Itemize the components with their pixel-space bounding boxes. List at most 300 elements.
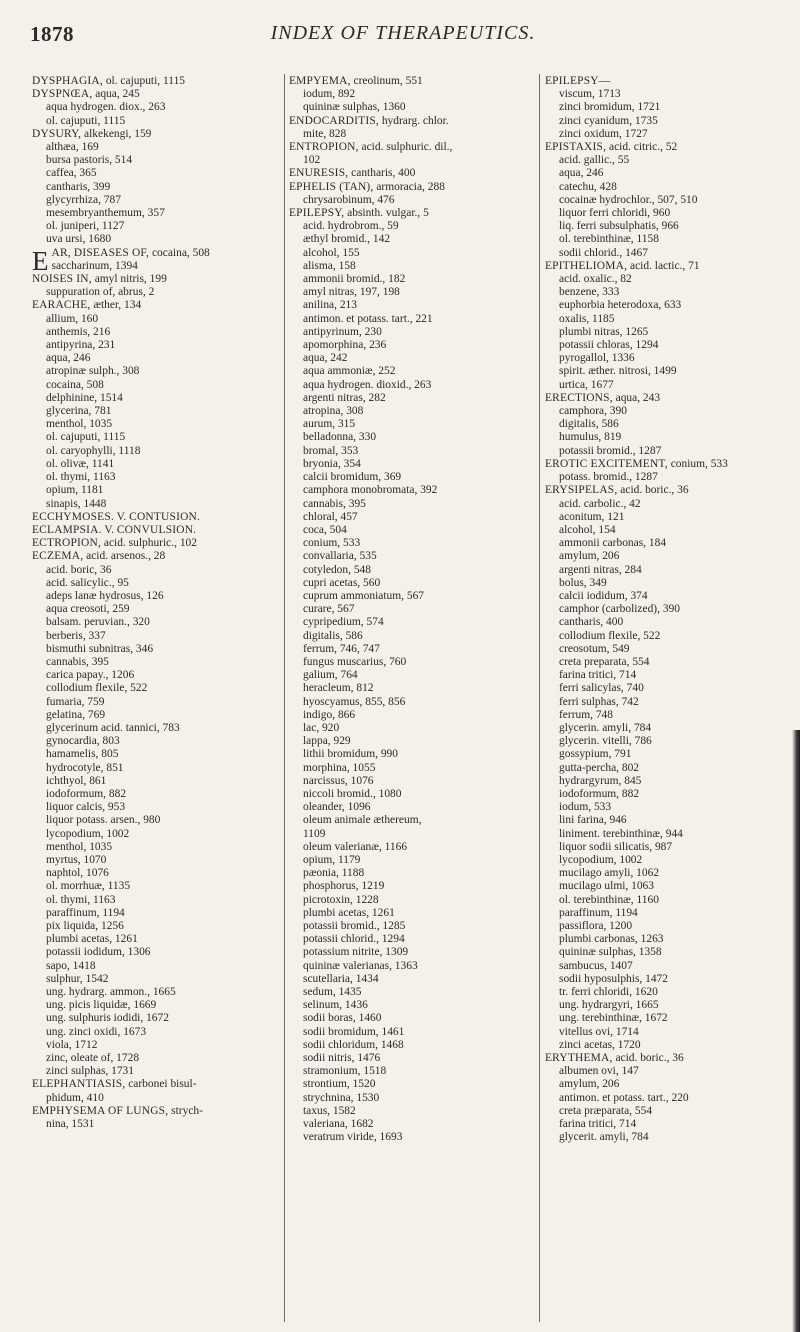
index-reference: pæonia, 1188 [303, 867, 365, 880]
index-heading-entry [32, 128, 280, 141]
index-sub-entry [32, 801, 280, 814]
index-sub-entry [32, 999, 280, 1012]
index-reference: delphinine, 1514 [46, 391, 123, 404]
index-sub-entry [289, 880, 535, 893]
index-reference: collodium flexile, 522 [559, 629, 661, 642]
index-reference: ol. juniperi, 1127 [46, 220, 125, 233]
index-sub-entry [289, 1026, 535, 1039]
index-sub-entry [545, 471, 783, 484]
index-sub-entry [545, 788, 783, 801]
index-sub-entry [32, 788, 280, 801]
index-sub-entry [32, 973, 280, 986]
index-keyword: ELEPHANTIASIS, [32, 1078, 126, 1091]
index-keyword: ENURESIS, [289, 167, 349, 180]
index-reference: amyl nitras, 197, 198 [303, 286, 400, 299]
index-reference: anthemis, 216 [46, 325, 111, 338]
index-reference: fumaria, 759 [46, 695, 105, 708]
index-sub-entry [289, 392, 535, 405]
index-sub-entry [32, 352, 280, 365]
index-sub-entry [545, 101, 783, 114]
index-reference: allium, 160 [46, 312, 99, 325]
index-reference: sambucus, 1407 [559, 959, 633, 972]
index-heading-entry [545, 458, 783, 471]
index-sub-entry [32, 762, 280, 775]
index-sub-entry [32, 814, 280, 827]
index-keyword: EROTIC EXCITEMENT, [545, 457, 668, 470]
index-sub-entry [289, 669, 535, 682]
index-sub-entry [545, 405, 783, 418]
index-reference: quininæ sulphas, 1358 [559, 946, 662, 959]
index-column-1 [32, 75, 280, 1315]
index-sub-entry [545, 828, 783, 841]
index-sub-entry [545, 524, 783, 537]
index-sub-entry [32, 233, 280, 246]
index-reference: veratrum viride, 1693 [303, 1131, 403, 1144]
index-reference: ung. picis liquidæ, 1669 [46, 999, 157, 1012]
index-reference: lac, 920 [303, 721, 340, 734]
index-reference: adeps lanæ hydrosus, 126 [46, 589, 164, 602]
index-reference: ung. sulphuris iodidi, 1672 [46, 1012, 169, 1025]
index-reference: liq. ferri subsulphatis, 966 [559, 220, 679, 233]
index-sub-entry [545, 1026, 783, 1039]
index-sub-entry [32, 696, 280, 709]
index-heading-entry [289, 115, 535, 128]
index-reference: farina tritici, 714 [559, 1118, 637, 1131]
index-reference: acid. citric., 52 [606, 141, 678, 154]
index-heading-entry [32, 524, 280, 537]
index-reference: stramonium, 1518 [303, 1065, 387, 1078]
index-sub-entry [289, 405, 535, 418]
index-reference: althæa, 169 [46, 141, 99, 154]
index-sub-entry [289, 154, 535, 167]
index-reference: plumbi acetas, 1261 [303, 906, 395, 919]
index-heading-entry [545, 141, 783, 154]
index-keyword: DYSURY, [32, 127, 82, 140]
index-sub-entry [289, 590, 535, 603]
index-reference: paraffinum, 1194 [46, 906, 125, 919]
index-reference: ol. cajuputi, 1115 [46, 114, 126, 127]
index-reference: plumbi acetas, 1261 [46, 933, 138, 946]
index-reference: cocainæ hydrochlor., 507, 510 [559, 193, 698, 206]
index-sub-entry [289, 352, 535, 365]
index-sub-entry [32, 1065, 280, 1078]
index-reference: cuprum ammoniatum, 567 [303, 589, 425, 602]
index-sub-entry [289, 194, 535, 207]
index-reference: zinci bromidum, 1721 [559, 101, 661, 114]
index-reference: opium, 1179 [303, 853, 361, 866]
index-sub-entry [545, 511, 783, 524]
index-reference: hydrocotyle, 851 [46, 761, 124, 774]
index-sub-entry [289, 814, 535, 827]
index-sub-entry [545, 590, 783, 603]
index-reference: phosphorus, 1219 [303, 880, 385, 893]
index-sub-entry [32, 1026, 280, 1039]
index-sub-entry [32, 603, 280, 616]
index-reference: hyoscyamus, 855, 856 [303, 695, 406, 708]
index-sub-entry [545, 1131, 783, 1144]
index-sub-entry [289, 564, 535, 577]
index-reference: 102 [303, 154, 321, 167]
index-sub-entry [32, 339, 280, 352]
index-reference: spirit. æther. nitrosi, 1499 [559, 365, 677, 378]
index-sub-entry [32, 286, 280, 299]
index-reference: liquor potass. arsen., 980 [46, 814, 161, 827]
index-keyword: ERECTIONS, [545, 391, 613, 404]
index-reference: scutellaria, 1434 [303, 972, 379, 985]
index-reference: sulphur, 1542 [46, 972, 109, 985]
index-sub-entry [545, 313, 783, 326]
index-reference: sodii chloridum, 1468 [303, 1038, 404, 1051]
index-reference: zinci oxidum, 1727 [559, 127, 648, 140]
index-reference: taxus, 1582 [303, 1104, 356, 1117]
index-reference: potassii bromid., 1285 [303, 920, 406, 932]
cross-reference: CONTUSION. [129, 510, 201, 523]
index-sub-entry [32, 933, 280, 946]
index-sub-entry [32, 458, 280, 471]
index-sub-entry [289, 1065, 535, 1078]
index-keyword: ECLAMPSIA. [32, 523, 102, 536]
index-reference: creosotum, 549 [559, 642, 630, 655]
index-reference: antipyrinum, 230 [303, 325, 382, 338]
index-reference: cotyledon, 548 [303, 563, 371, 576]
index-heading-entry [545, 75, 783, 88]
index-sub-entry [32, 260, 280, 273]
index-reference: amyl nitris, 199 [91, 273, 167, 286]
index-sub-entry [32, 946, 280, 959]
index-reference: vitellus ovi, 1714 [559, 1025, 639, 1038]
index-reference: ol. thymi, 1163 [46, 471, 116, 484]
index-sub-entry [32, 115, 280, 128]
index-keyword: EPILEPSY— [545, 75, 611, 87]
index-sub-entry [545, 867, 783, 880]
index-reference: quininæ valerianas, 1363 [303, 959, 418, 972]
index-reference: gynocardia, 803 [46, 735, 120, 748]
index-reference: sedum, 1435 [303, 986, 362, 999]
index-reference: V. [101, 523, 117, 536]
index-sub-entry [545, 326, 783, 339]
index-heading-entry [32, 75, 280, 88]
index-sub-entry [545, 814, 783, 827]
index-keyword: ENTROPION, [289, 141, 359, 154]
page-edge-shadow [792, 730, 800, 1332]
index-reference: bryonia, 354 [303, 457, 361, 470]
index-reference: chloral, 457 [303, 510, 358, 523]
index-heading-entry [545, 484, 783, 497]
index-reference: saccharinum, 1394 [51, 259, 138, 272]
index-sub-entry [545, 1065, 783, 1078]
index-sub-entry [289, 656, 535, 669]
index-reference: oxalis, 1185 [559, 312, 615, 325]
index-reference: alisma, 158 [303, 259, 356, 272]
index-sub-entry [545, 115, 783, 128]
index-reference: strychnina, 1530 [303, 1091, 380, 1104]
index-reference: ol. olivæ, 1141 [46, 457, 115, 470]
index-sub-entry [289, 1052, 535, 1065]
index-keyword: EPILEPSY, [289, 207, 345, 220]
index-reference: cocaina, 508 [46, 378, 104, 391]
index-reference: niccoli bromid., 1080 [303, 787, 402, 800]
index-reference: calcii bromidum, 369 [303, 471, 402, 484]
index-reference: zinci acetas, 1720 [559, 1038, 641, 1051]
index-sub-entry [289, 537, 535, 550]
index-sub-entry [32, 828, 280, 841]
index-reference: chrysarobinum, 476 [303, 193, 395, 206]
index-sub-entry [289, 630, 535, 643]
index-reference: acid. boric., 36 [617, 484, 689, 497]
index-sub-entry [545, 669, 783, 682]
index-reference: euphorbia heterodoxa, 633 [559, 299, 682, 312]
index-reference: caffea, 365 [46, 167, 97, 180]
index-keyword: ENDOCARDITIS, [289, 114, 379, 127]
index-sub-entry [545, 682, 783, 695]
index-sub-entry [545, 775, 783, 788]
index-reference: anilina, 213 [303, 299, 357, 312]
index-reference: lithii bromidum, 990 [303, 748, 398, 761]
index-sub-entry [545, 801, 783, 814]
index-reference: acid. boric, 36 [46, 563, 112, 576]
index-sub-entry [545, 656, 783, 669]
index-reference: apomorphina, 236 [303, 339, 387, 352]
index-sub-entry [289, 762, 535, 775]
index-sub-entry [289, 471, 535, 484]
index-sub-entry [545, 894, 783, 907]
index-sub-entry [545, 841, 783, 854]
index-reference: sodii hyposulphis, 1472 [559, 972, 668, 985]
index-sub-entry [32, 365, 280, 378]
index-reference: glycerit. amyli, 784 [559, 1131, 649, 1144]
index-reference: myrtus, 1070 [46, 853, 107, 866]
index-reference: glycyrrhiza, 787 [46, 193, 121, 206]
index-reference: opium, 1181 [46, 484, 104, 497]
index-sub-entry [545, 365, 783, 378]
index-sub-entry [545, 564, 783, 577]
index-reference: acid. lactic., 71 [627, 259, 700, 272]
index-heading-entry [32, 1078, 280, 1091]
index-reference: amylum, 206 [559, 1078, 620, 1091]
index-reference: heracleum, 812 [303, 682, 374, 695]
index-sub-entry [289, 577, 535, 590]
index-reference: oleum valerianæ, 1166 [303, 840, 408, 853]
index-sub-entry [32, 854, 280, 867]
index-sub-entry [289, 933, 535, 946]
index-sub-entry [545, 920, 783, 933]
index-sub-entry [32, 656, 280, 669]
index-reference: aurum, 315 [303, 418, 356, 431]
index-sub-entry [289, 233, 535, 246]
index-reference: pix liquida, 1256 [46, 920, 124, 932]
index-sub-entry [32, 431, 280, 444]
index-reference: paraffinum, 1194 [559, 906, 638, 919]
index-reference: berberis, 337 [46, 629, 106, 642]
index-reference: cupri acetas, 560 [303, 576, 381, 589]
index-reference: æther, 134 [90, 299, 142, 312]
index-sub-entry [32, 405, 280, 418]
index-sub-entry [545, 709, 783, 722]
index-reference: creolinum, 551 [350, 75, 423, 87]
index-reference: digitalis, 586 [303, 629, 363, 642]
index-sub-entry [545, 379, 783, 392]
index-reference: morphina, 1055 [303, 761, 376, 774]
index-reference: digitalis, 586 [559, 418, 619, 431]
index-reference: ol. caryophylli, 1118 [46, 444, 141, 457]
index-sub-entry [289, 445, 535, 458]
index-sub-entry [545, 946, 783, 959]
index-sub-entry [32, 1012, 280, 1025]
index-sub-entry [289, 841, 535, 854]
index-sub-entry [289, 616, 535, 629]
index-sub-entry [32, 1039, 280, 1052]
index-reference: cantharis, 400 [348, 167, 416, 180]
index-reference: argenti nitras, 284 [559, 563, 642, 576]
index-reference: atropinæ sulph., 308 [46, 365, 140, 378]
index-reference: conium, 533 [303, 537, 361, 550]
index-reference: catechu, 428 [559, 180, 617, 193]
index-reference: mite, 828 [303, 127, 347, 140]
index-reference: indigo, 866 [303, 708, 356, 721]
index-reference: bolus, 349 [559, 576, 607, 589]
index-reference: acid. oxalic., 82 [559, 273, 632, 286]
index-reference: oleander, 1096 [303, 801, 371, 814]
index-reference: convallaria, 535 [303, 550, 377, 563]
index-keyword: EPISTAXIS, [545, 141, 607, 154]
index-reference: liniment. terebinthinæ, 944 [559, 827, 683, 840]
index-sub-entry [32, 669, 280, 682]
index-sub-entry [289, 379, 535, 392]
index-reference: ol. terebinthinæ, 1160 [559, 893, 659, 906]
index-sub-entry [289, 854, 535, 867]
index-sub-entry [32, 1118, 280, 1131]
index-sub-entry [32, 326, 280, 339]
index-reference: mucilago amyli, 1062 [559, 867, 660, 880]
index-reference: gossypium, 791 [559, 748, 632, 761]
index-sub-entry [545, 854, 783, 867]
index-sub-entry [289, 458, 535, 471]
index-reference: antimon. et potass. tart., 221 [303, 312, 433, 325]
index-reference: valeriana, 1682 [303, 1118, 374, 1131]
index-sub-entry [32, 577, 280, 590]
column-divider [284, 74, 285, 1322]
index-reference: sinapis, 1448 [46, 497, 107, 510]
index-reference: zinci sulphas, 1731 [46, 1065, 134, 1078]
index-reference: creta preparata, 554 [559, 655, 650, 668]
index-reference: balsam. peruvian., 320 [46, 616, 150, 629]
index-sub-entry [545, 722, 783, 735]
index-reference: aqua hydrogen. diox., 263 [46, 101, 166, 114]
index-reference: ferrum, 746, 747 [303, 642, 380, 655]
index-heading-entry [289, 207, 535, 220]
index-reference: ferri salicylas, 740 [559, 682, 644, 695]
page-title: INDEX OF THERAPEUTICS. [270, 22, 536, 44]
index-reference: mesembryanthemum, 357 [46, 207, 165, 220]
index-sub-entry [545, 616, 783, 629]
index-heading-entry [32, 537, 280, 550]
index-reference: tr. ferri chloridi, 1620 [559, 986, 658, 999]
index-sub-entry [32, 907, 280, 920]
index-reference: ammonii bromid., 182 [303, 273, 406, 286]
index-reference: quininæ sulphas, 1360 [303, 101, 406, 114]
index-sub-entry [289, 682, 535, 695]
index-reference: cocaina, 508 [149, 246, 210, 259]
index-keyword: ECZEMA, [32, 550, 84, 563]
index-reference: menthol, 1035 [46, 840, 113, 853]
index-sub-entry [545, 167, 783, 180]
index-reference: aconitum, 121 [559, 510, 625, 523]
index-heading-entry [32, 273, 280, 286]
index-reference: ferrum, 748 [559, 708, 613, 721]
index-sub-entry [545, 220, 783, 233]
index-sub-entry [32, 643, 280, 656]
index-reference: oleum animale æthereum, [303, 814, 422, 827]
index-reference: acid. sulphuric., 102 [101, 537, 197, 550]
index-sub-entry [32, 590, 280, 603]
index-reference: absinth. vulgar., 5 [344, 207, 429, 220]
index-sub-entry [545, 762, 783, 775]
index-sub-entry [289, 511, 535, 524]
index-heading-entry [545, 392, 783, 405]
index-reference: bursa pastoris, 514 [46, 154, 133, 167]
index-sub-entry [545, 154, 783, 167]
index-sub-entry [289, 286, 535, 299]
index-reference: glycerin. vitelli, 786 [559, 735, 652, 748]
index-sub-entry [289, 748, 535, 761]
index-reference: conium, 533 [667, 457, 728, 470]
index-sub-entry [289, 960, 535, 973]
index-reference: acid. arsenos., 28 [83, 550, 166, 563]
index-sub-entry [545, 1078, 783, 1091]
index-sub-entry [289, 88, 535, 101]
index-sub-entry [545, 352, 783, 365]
index-sub-entry [289, 1078, 535, 1091]
index-sub-entry [545, 431, 783, 444]
index-reference: ol. cajuputi, 1115 [46, 431, 126, 444]
index-sub-entry [32, 616, 280, 629]
index-sub-entry [32, 564, 280, 577]
index-reference: sodii chlorid., 1467 [559, 246, 648, 259]
index-sub-entry [289, 946, 535, 959]
index-reference: æthyl bromid., 142 [303, 233, 391, 246]
index-sub-entry [289, 299, 535, 312]
index-sub-entry [289, 999, 535, 1012]
index-reference: ammonii carbonas, 184 [559, 537, 667, 550]
index-reference: ol. terebinthinæ, 1158 [559, 233, 659, 246]
index-heading-entry [545, 1052, 783, 1065]
index-sub-entry [289, 339, 535, 352]
index-reference: viola, 1712 [46, 1038, 98, 1051]
index-reference: acid. gallic., 55 [559, 154, 630, 167]
index-sub-entry [289, 1118, 535, 1131]
index-reference: camphora monobromata, 392 [303, 484, 438, 497]
index-sub-entry [32, 194, 280, 207]
index-sub-entry [32, 709, 280, 722]
index-heading-entry [289, 181, 535, 194]
index-sub-entry [545, 907, 783, 920]
index-reference: viscum, 1713 [559, 88, 621, 101]
index-sub-entry [545, 933, 783, 946]
index-sub-entry [32, 101, 280, 114]
index-heading-entry [545, 260, 783, 273]
index-sub-entry [545, 445, 783, 458]
index-reference: V. [113, 510, 130, 523]
column-divider [539, 74, 540, 1322]
index-reference: bromal, 353 [303, 444, 359, 457]
index-reference: bismuthi subnitras, 346 [46, 642, 154, 655]
index-reference: carbonei bisul- [125, 1078, 197, 1091]
index-heading-entry [32, 88, 280, 101]
index-sub-entry [289, 986, 535, 999]
index-sub-entry [32, 484, 280, 497]
index-reference: selinum, 1436 [303, 999, 368, 1012]
index-reference: iodoformum, 882 [559, 787, 640, 800]
